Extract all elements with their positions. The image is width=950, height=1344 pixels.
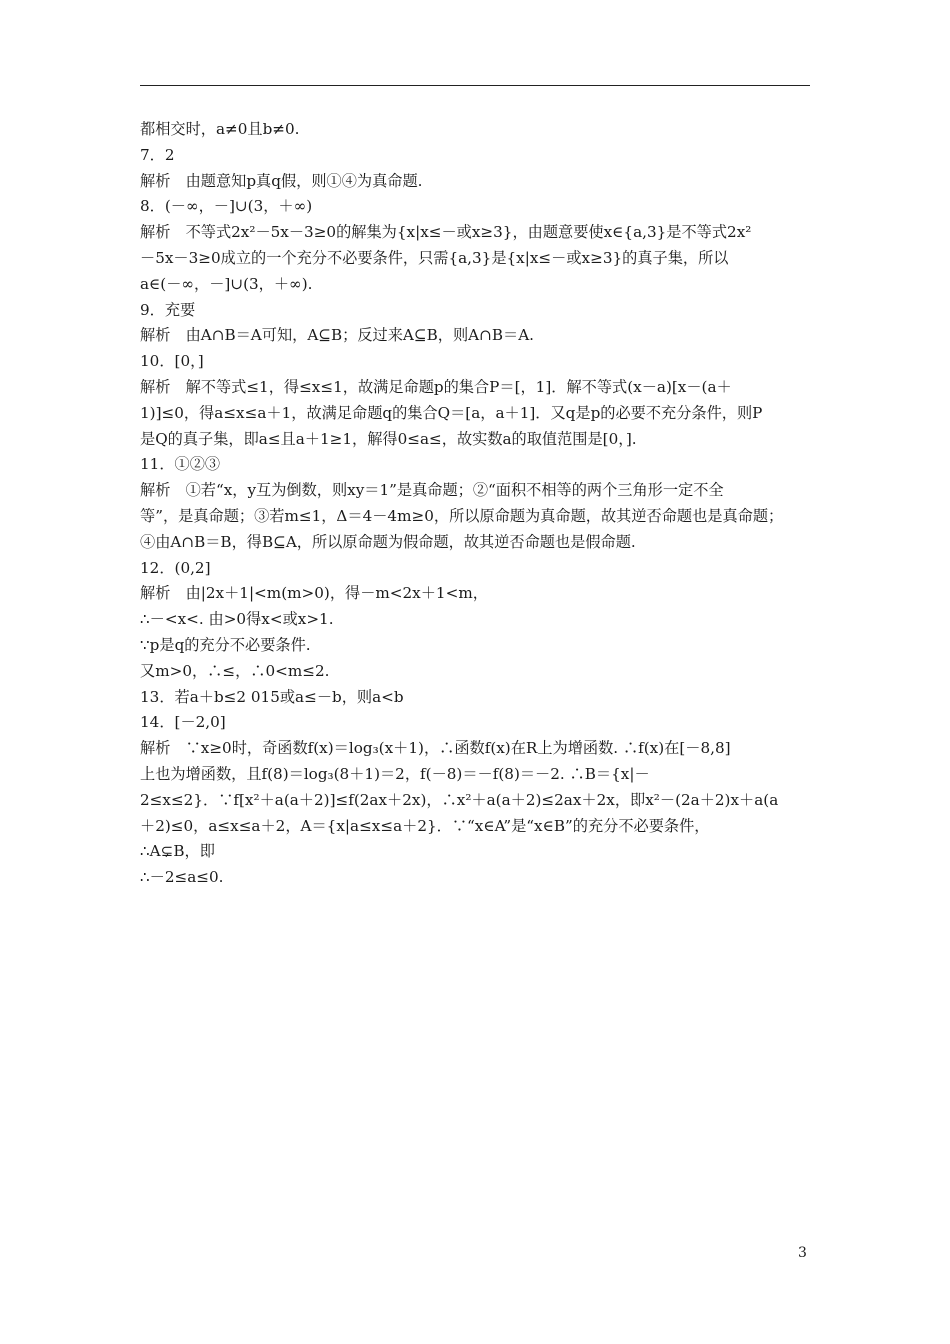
text-line: 解析 由A∩B＝A可知，A⊆B；反过来A⊆B，则A∩B＝A. xyxy=(140,326,534,345)
text-line: 8．(－∞，－]∪(3，＋∞) xyxy=(140,197,313,216)
text-line: －5x－3≥0成立的一个充分不必要条件，只需{a,3}是{x|x≤－或x≥3}的真子集，所以 xyxy=(140,248,729,267)
text-line: 14．[－2,0] xyxy=(140,713,226,732)
text-line: 解析 由题意知p真q假，则①④为真命题. xyxy=(140,171,423,190)
text-line: ∴－2≤a≤0. xyxy=(140,868,224,887)
text-line: 解析 解不等式≤1，得≤x≤1，故满足命题p的集合P＝[，1]．解不等式(x－a)[x－(a＋ xyxy=(140,377,732,396)
text-line: 又m>0，∴≤，∴0<m≤2. xyxy=(140,661,330,680)
text-line: 解析 由|2x＋1|<m(m>0)，得－m<2x＋1<m， xyxy=(140,584,488,603)
text-line: ∴A⊊B，即 xyxy=(140,842,215,861)
text-line: 解析 不等式2x²－5x－3≥0的解集为{x|x≤－或x≥3}，由题意要使x∈{a,3}是不等式2x² xyxy=(140,223,752,242)
text-line: ＋2)≤0，a≤x≤a＋2，A＝{x|a≤x≤a＋2}．∵“x∈A”是“x∈B”的充分不必要条件， xyxy=(140,816,710,835)
answer-text xyxy=(140,117,815,891)
text-line: ∵p是q的充分不必要条件. xyxy=(140,635,311,654)
text-line: 2≤x≤2}．∵f[x²＋a(a＋2)]≤f(2ax＋2x)，∴x²＋a(a＋2)≤2ax＋2x，即x²－(2a＋2)x＋a(a xyxy=(140,790,779,809)
text-line: a∈(－∞，－]∪(3，＋∞). xyxy=(140,274,313,293)
text-line: ∴－<x<. 由>0得x<或x>1. xyxy=(140,610,334,629)
text-line: 11．①②③ xyxy=(140,455,221,474)
text-line: 10．[0，] xyxy=(140,352,204,371)
text-line: 解析 ∵x≥0时，奇函数f(x)＝log₃(x＋1)，∴函数f(x)在R上为增函数. ∴f(x)在[－8,8] xyxy=(140,739,731,758)
text-line: ④由A∩B＝B，得B⊆A，所以原命题为假命题，故其逆否命题也是假命题. xyxy=(140,532,636,551)
text-line: 是Q的真子集，即a≤且a＋1≥1，解得0≤a≤，故实数a的取值范围是[0，]. xyxy=(140,429,637,448)
page-number: 3 xyxy=(798,1245,807,1261)
text-line: 等”，是真命题；③若m≤1，Δ＝4－4m≥0，所以原命题为真命题，故其逆否命题也是真命题； xyxy=(140,506,784,525)
header-rule xyxy=(140,85,810,86)
text-line: 1)]≤0，得a≤x≤a＋1，故满足命题q的集合Q＝[a，a＋1]．又q是p的必要不充分条件，则P xyxy=(140,403,763,422)
text-line: 都相交时，a≠0且b≠0. xyxy=(140,120,300,138)
text-line: 上也为增函数，且f(8)＝log₃(8＋1)＝2，f(－8)＝－f(8)＝－2. ∴B＝{x|－ xyxy=(140,764,650,783)
text-line: 12．(0,2] xyxy=(140,558,211,577)
text-line: 13．若a＋b≤2 015或a≤－b，则a<b xyxy=(140,687,404,706)
text-line: 9．充要 xyxy=(140,300,196,319)
text-line: 7．2 xyxy=(140,145,175,164)
text-line: 解析 ①若“x，y互为倒数，则xy＝1”是真命题；②“面积不相等的两个三角形一定不全 xyxy=(140,481,724,500)
